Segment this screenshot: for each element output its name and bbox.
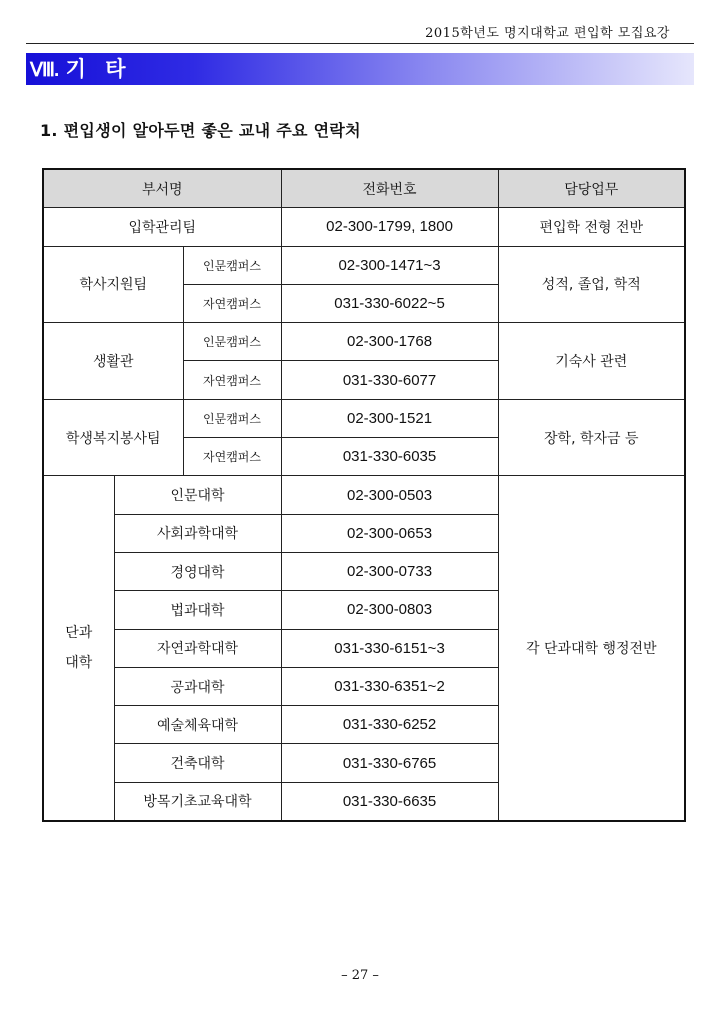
college-name: 사회과학대학 [114, 514, 281, 552]
phone-number: 02-300-1799, 1800 [281, 208, 498, 246]
duty-description: 편입학 전형 전반 [498, 208, 685, 246]
table-row [43, 246, 685, 284]
phone-number: 031-330-6635 [281, 782, 498, 821]
phone-number: 031-330-6035 [281, 438, 498, 476]
phone-number: 02-300-1521 [281, 399, 498, 437]
campus-name: 인문캠퍼스 [183, 246, 281, 284]
phone-number: 031-330-6252 [281, 706, 498, 744]
phone-number: 02-300-0503 [281, 476, 498, 514]
section-numeral: Ⅷ. [30, 60, 59, 81]
section-title: 기 타 [65, 57, 132, 81]
college-name: 인문대학 [114, 476, 281, 514]
department-name: 학생복지봉사팀 [43, 399, 183, 476]
contacts-table [42, 168, 686, 822]
college-name: 건축대학 [114, 744, 281, 782]
table-header-row [43, 169, 685, 208]
phone-number: 031-330-6022~5 [281, 284, 498, 322]
phone-number: 031-330-6351~2 [281, 667, 498, 705]
college-name: 경영대학 [114, 552, 281, 590]
department-name: 입학관리팀 [43, 208, 281, 246]
column-header-phone: 전화번호 [281, 169, 498, 208]
duty-description: 각 단과대학 행정전반 [498, 476, 685, 821]
phone-number: 02-300-0803 [281, 591, 498, 629]
page-number: – 27 – [341, 968, 379, 983]
header-divider [26, 43, 694, 44]
campus-name: 인문캠퍼스 [183, 323, 281, 361]
section-heading [30, 55, 132, 85]
column-header-department: 부서명 [43, 169, 281, 208]
phone-number: 031-330-6151~3 [281, 629, 498, 667]
table-row [43, 208, 685, 246]
colleges-label-line1: 단과 [65, 625, 93, 642]
department-name: 학사지원팀 [43, 246, 183, 323]
college-name: 법과대학 [114, 591, 281, 629]
department-name: 생활관 [43, 323, 183, 400]
college-name: 예술체육대학 [114, 706, 281, 744]
phone-number: 031-330-6077 [281, 361, 498, 399]
campus-name: 자연캠퍼스 [183, 284, 281, 322]
phone-number: 02-300-1768 [281, 323, 498, 361]
campus-name: 자연캠퍼스 [183, 438, 281, 476]
table-row [43, 476, 685, 514]
duty-description: 성적, 졸업, 학적 [498, 246, 685, 323]
colleges-label [43, 476, 114, 821]
column-header-duty: 담당업무 [498, 169, 685, 208]
table-row [43, 399, 685, 437]
college-name: 공과대학 [114, 667, 281, 705]
phone-number: 02-300-0733 [281, 552, 498, 590]
duty-description: 장학, 학자금 등 [498, 399, 685, 476]
table-row [43, 323, 685, 361]
phone-number: 02-300-0653 [281, 514, 498, 552]
duty-description: 기숙사 관련 [498, 323, 685, 400]
contacts-subheading: 1. 편입생이 알아두면 좋은 교내 주요 연락처 [40, 121, 361, 140]
campus-name: 자연캠퍼스 [183, 361, 281, 399]
document-header-title: 2015학년도 명지대학교 편입학 모집요강 [425, 26, 670, 41]
phone-number: 02-300-1471~3 [281, 246, 498, 284]
phone-number: 031-330-6765 [281, 744, 498, 782]
college-name: 자연과학대학 [114, 629, 281, 667]
campus-name: 인문캠퍼스 [183, 399, 281, 437]
college-name: 방목기초교육대학 [114, 782, 281, 821]
colleges-label-line2: 대학 [65, 655, 93, 672]
